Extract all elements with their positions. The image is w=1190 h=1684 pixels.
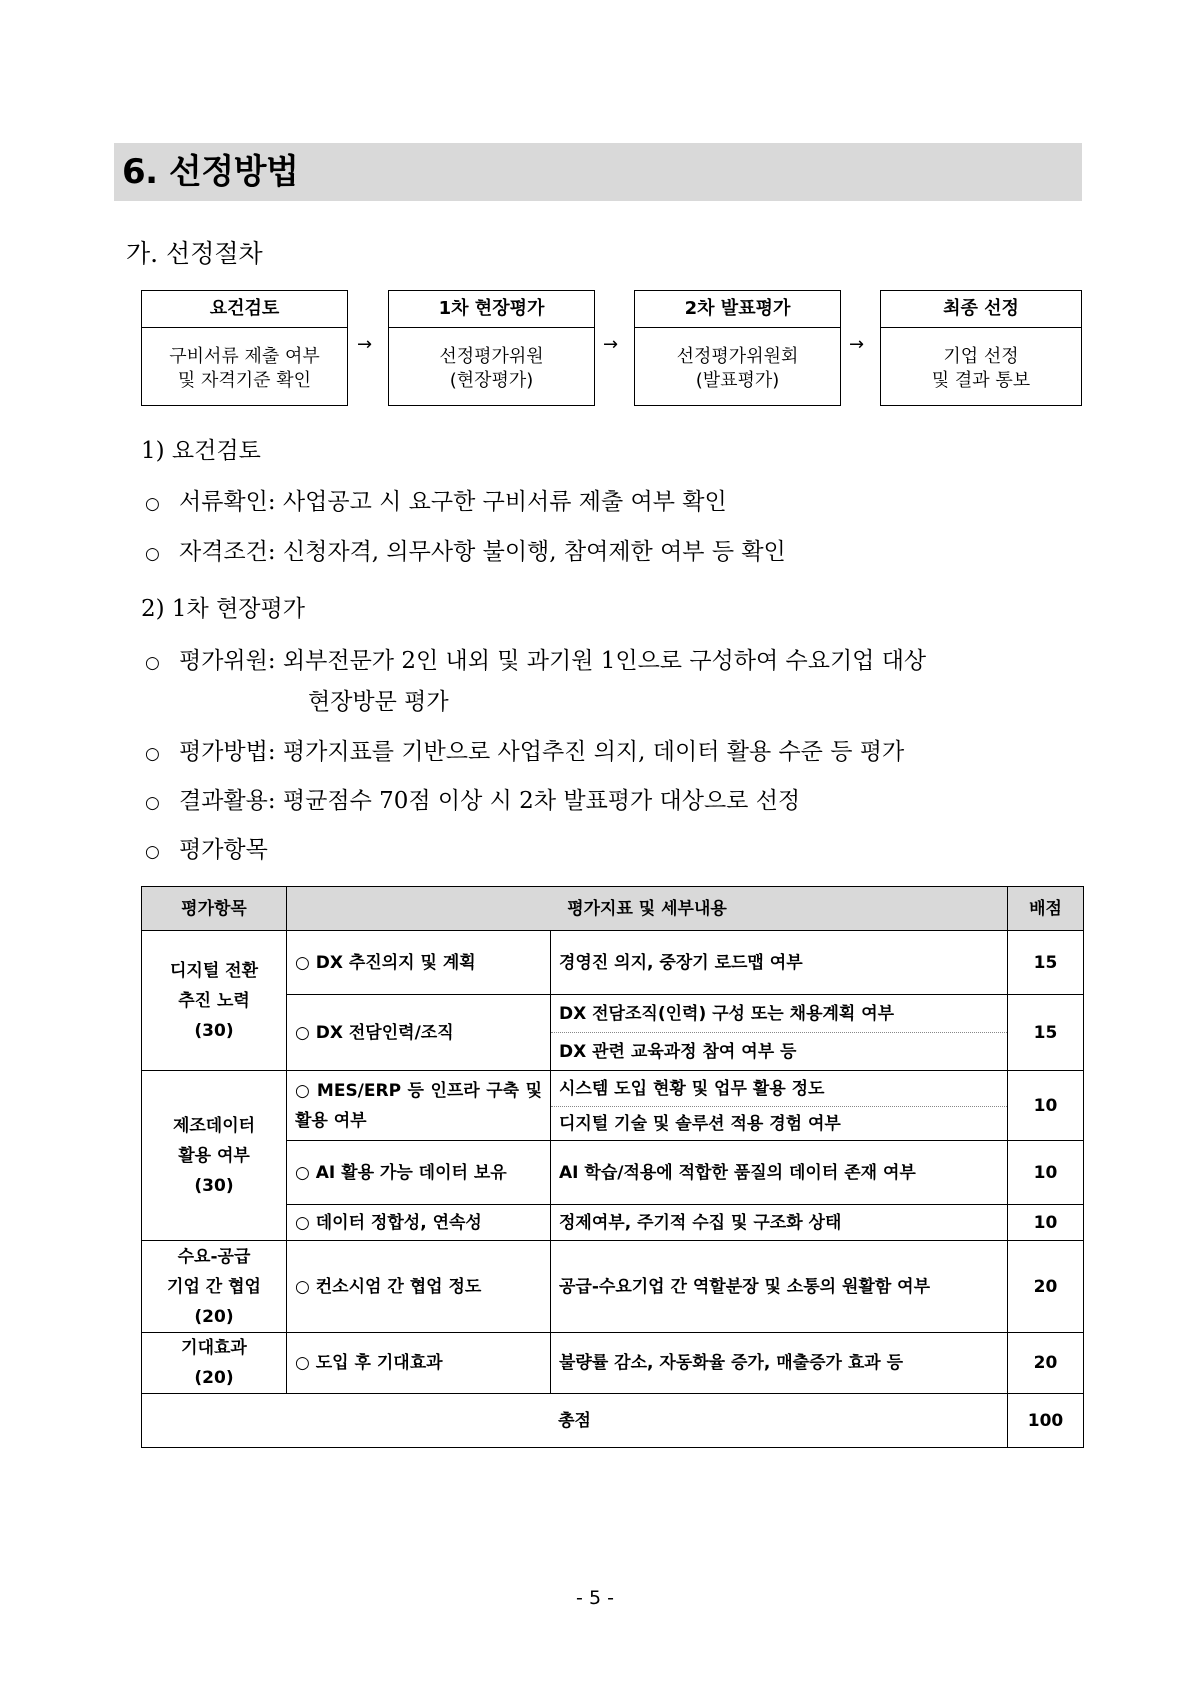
detail-cell: 공급-수요기업 간 역할분장 및 소통의 원활함 여부: [551, 1241, 1008, 1333]
detail-cell: 정제여부, 주기적 수집 및 구조화 상태: [551, 1205, 1008, 1241]
indicator-cell: ○ DX 전담인력/조직: [287, 995, 551, 1071]
subsection-title: 가. 선정절차: [126, 239, 263, 268]
category-manufacturing-data: [142, 1071, 287, 1241]
category-line: 디지털 전환: [169, 960, 259, 981]
score-cell: 10: [1008, 1071, 1084, 1141]
flow-arrow-icon: →: [357, 334, 373, 355]
bullet-marker: ○: [145, 842, 160, 862]
score-cell: 15: [1008, 995, 1084, 1071]
onsite-item: [145, 733, 1095, 766]
onsite-item-continuation: 현장방문 평가: [308, 689, 449, 715]
table-row: [142, 931, 1084, 995]
total-score: 100: [1008, 1394, 1084, 1448]
flow-box-body: [142, 328, 347, 393]
flow-box-head: 요건검토: [142, 291, 347, 328]
detail-cell: AI 학습/적용에 적합한 품질의 데이터 존재 여부: [551, 1141, 1008, 1205]
category-line: 기업 간 협업: [167, 1276, 261, 1297]
category-line: 수요-공급: [177, 1246, 251, 1267]
flow-box-line: 기업 선정: [943, 346, 1019, 367]
indicator-cell: ○ AI 활용 가능 데이터 보유: [287, 1141, 551, 1205]
flow-box-line: 및 자격기준 확인: [177, 370, 312, 391]
category-digital-transformation: [142, 931, 287, 1071]
flow-box-head: 1차 현장평가: [389, 291, 594, 328]
total-label: 총점: [142, 1394, 1008, 1448]
section-title: 6. 선정방법: [114, 143, 1082, 201]
review-heading: 1) 요건검토: [141, 438, 261, 464]
category-line: 제조데이터: [172, 1115, 256, 1136]
detail-cell: 경영진 의지, 중장기 로드맵 여부: [551, 931, 1008, 995]
header-indicator: 평가지표 및 세부내용: [287, 887, 1008, 931]
flow-box-body: [389, 328, 594, 393]
bullet-marker: ○: [145, 653, 160, 673]
header-category: 평가항목: [142, 887, 287, 931]
flow-box-head: 최종 선정: [881, 291, 1081, 328]
page-number: - 5 -: [576, 1587, 614, 1609]
flow-box-line: 및 결과 통보: [931, 370, 1031, 391]
flow-box-requirement-review: [141, 290, 348, 406]
onsite-item-text: 평가항목: [179, 837, 268, 863]
onsite-item-text: 결과활용: 평균점수 70점 이상 시 2차 발표평가 대상으로 선정: [179, 788, 801, 814]
onsite-item: [145, 782, 1095, 815]
review-item: [145, 533, 1095, 566]
indicator-cell: ○ 컨소시엄 간 협업 정도: [287, 1241, 551, 1333]
review-item: [145, 483, 1095, 516]
score-cell: 10: [1008, 1141, 1084, 1205]
bullet-marker: ○: [145, 544, 160, 564]
flow-box-body: [635, 328, 840, 393]
onsite-heading: 2) 1차 현장평가: [141, 596, 305, 622]
category-line: 추진 노력: [178, 990, 250, 1011]
flow-arrow-icon: →: [603, 334, 619, 355]
detail-cell: DX 관련 교육과정 참여 여부 등: [551, 1033, 1008, 1071]
flow-box-onsite-evaluation: [388, 290, 595, 406]
category-line: (20): [194, 1368, 234, 1388]
review-item-text: 자격조건: 신청자격, 의무사항 불이행, 참여제한 여부 등 확인: [179, 539, 786, 565]
score-cell: 20: [1008, 1333, 1084, 1394]
flow-box-body: [881, 328, 1081, 393]
detail-cell: DX 전담조직(인력) 구성 또는 채용계획 여부: [551, 995, 1008, 1033]
total-row: [142, 1394, 1084, 1448]
table-row: [142, 1241, 1084, 1333]
bullet-marker: ○: [145, 793, 160, 813]
score-cell: 20: [1008, 1241, 1084, 1333]
onsite-item: [145, 831, 1095, 864]
indicator-cell: ○ MES/ERP 등 인프라 구축 및 활용 여부: [287, 1071, 551, 1141]
table-row: [142, 1071, 1084, 1107]
onsite-item-text: 평가방법: 평가지표를 기반으로 사업추진 의지, 데이터 활용 수준 등 평가: [179, 739, 905, 765]
flow-box-head: 2차 발표평가: [635, 291, 840, 328]
detail-cell: 시스템 도입 현황 및 업무 활용 정도: [551, 1071, 1008, 1107]
selection-process-flow: [141, 290, 1082, 408]
flow-box-line: 선정평가위원: [439, 346, 544, 367]
category-line: (20): [194, 1306, 234, 1327]
category-line: (30): [194, 1175, 234, 1196]
flow-box-line: 구비서류 제출 여부: [169, 346, 320, 367]
evaluation-table: [141, 886, 1084, 1448]
indicator-cell: ○ DX 추진의지 및 계획: [287, 931, 551, 995]
onsite-item: [145, 642, 1095, 675]
category-line: 기대효과: [181, 1338, 247, 1358]
flow-box-final-selection: [880, 290, 1082, 406]
indicator-cell: ○ 도입 후 기대효과: [287, 1333, 551, 1394]
bullet-marker: ○: [145, 494, 160, 514]
score-cell: 10: [1008, 1205, 1084, 1241]
flow-box-line: 선정평가위원회: [676, 346, 799, 367]
category-line: 활용 여부: [178, 1145, 250, 1166]
review-item-text: 서류확인: 사업공고 시 요구한 구비서류 제출 여부 확인: [179, 489, 727, 515]
detail-cell: 디지털 기술 및 솔루션 적용 경험 여부: [551, 1107, 1008, 1141]
flow-box-line: (발표평가): [695, 370, 780, 391]
indicator-cell: ○ 데이터 정합성, 연속성: [287, 1205, 551, 1241]
category-expected-effect: [142, 1333, 287, 1394]
table-row: [142, 1333, 1084, 1394]
score-cell: 15: [1008, 931, 1084, 995]
header-score: 배점: [1008, 887, 1084, 931]
table-header-row: [142, 887, 1084, 931]
flow-arrow-icon: →: [849, 334, 865, 355]
detail-cell: 불량률 감소, 자동화율 증가, 매출증가 효과 등: [551, 1333, 1008, 1394]
flow-box-presentation-evaluation: [634, 290, 841, 406]
onsite-item-text: 평가위원: 외부전문가 2인 내외 및 과기원 1인으로 구성하여 수요기업 대상: [179, 648, 927, 674]
flow-box-line: (현장평가): [449, 370, 534, 391]
bullet-marker: ○: [145, 744, 160, 764]
category-supply-demand-cooperation: [142, 1241, 287, 1333]
category-line: (30): [194, 1020, 234, 1041]
